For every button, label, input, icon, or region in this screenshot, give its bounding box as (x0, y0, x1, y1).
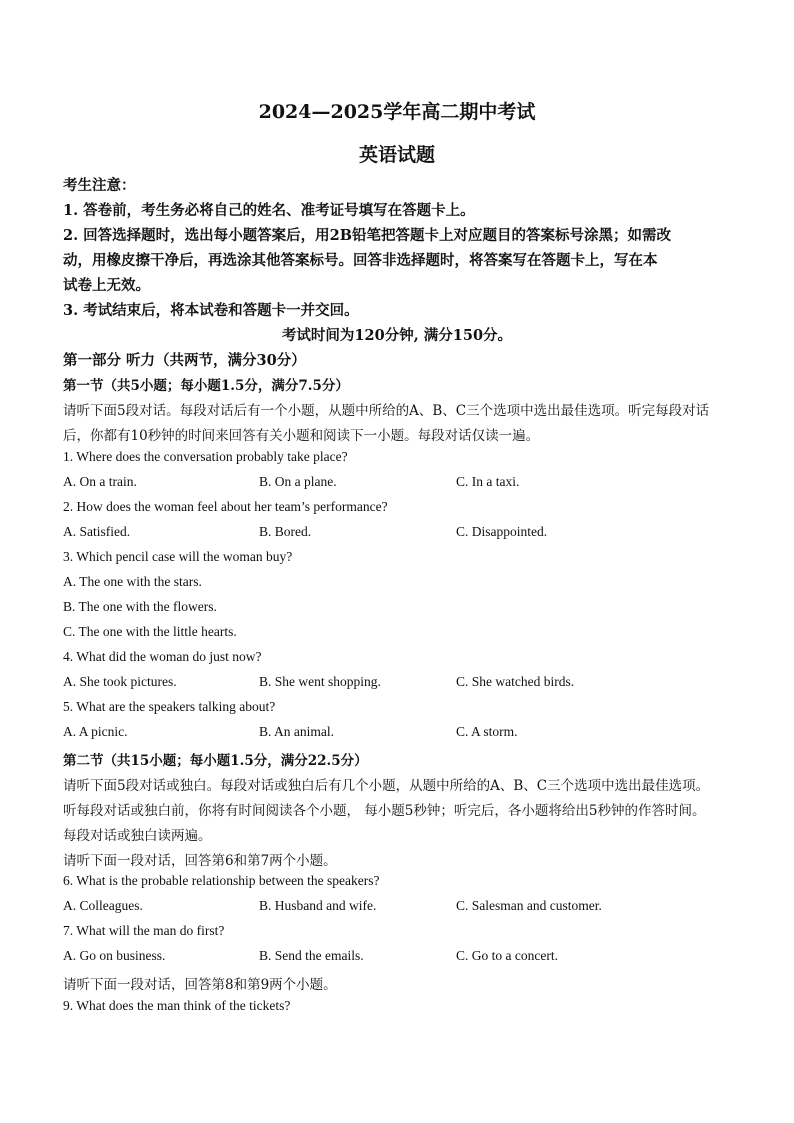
notice-item-2-line-3: 试卷上无效。 (63, 277, 150, 294)
question-5-option-b: B. An animal. (259, 724, 334, 739)
question-2-option-c: C. Disappointed. (456, 524, 548, 539)
question-5-option-a: A. A picnic. (63, 724, 128, 739)
question-1-option-b: B. On a plane. (259, 474, 337, 489)
section1-heading: 第一节（共5小题；每小题1.5分，满分7.5分） (63, 378, 349, 394)
section2-instructions-1: 请听下面5段对话或独白。每段对话或独白后有几个小题，从题中所给的A、B、C三个选项中选出最佳选项。 (63, 778, 710, 794)
question-6-stem: 6. What is the probable relationship between the speakers? (63, 873, 380, 888)
question-3-option-c: C. The one with the little hearts. (63, 624, 237, 639)
question-6-option-a: A. Colleagues. (63, 898, 143, 913)
exam-subtitle: 英语试题 (358, 144, 435, 166)
exam-time: 考试时间为120分钟, 满分150分。 (281, 327, 513, 344)
question-4-stem: 4. What did the woman do just now? (63, 649, 262, 664)
question-2-option-a: A. Satisfied. (63, 524, 131, 539)
question-1-option-a: A. On a train. (63, 474, 137, 489)
notice-heading: 考生注意： (63, 177, 136, 194)
question-9-stem: 9. What does the man think of the tickets? (63, 998, 291, 1013)
question-1-option-c: C. In a taxi. (456, 474, 520, 489)
question-3-option-a: A. The one with the stars. (63, 574, 202, 589)
notice-item-2-line-2: 动，用橡皮擦干净后，再选涂其他答案标号。回答非选择题时，将答案写在答题卡上，写在本 (63, 252, 658, 269)
question-7-stem: 7. What will the man do first? (63, 923, 225, 938)
question-7-option-a: A. Go on business. (63, 948, 166, 963)
question-1-stem: 1. Where does the conversation probably take place? (63, 449, 348, 464)
question-2-stem: 2. How does the woman feel about her team’s performance? (63, 499, 388, 514)
section1-instructions-2: 后，你都有10秒钟的时间来回答有关小题和阅读下一小题。每段对话仅读一遍。 (63, 428, 540, 444)
notice-item-2-line-1: 2. 回答选择题时，选出每小题答案后，用2B铅笔把答题卡上对应题目的答案标号涂黑；如需改 (63, 227, 672, 244)
section2-instructions-2: 听每段对话或独白前，你将有时间阅读各个小题， 每小题5秒钟；听完后，各小题将给出5秒钟的作答时间。 (63, 803, 706, 819)
section1-instructions-1: 请听下面5段对话。每段对话后有一个小题，从题中所给的A、B、C三个选项中选出最佳选项。听完每段对话 (63, 403, 710, 419)
question-5-option-c: C. A storm. (456, 724, 518, 739)
question-4-option-b: B. She went shopping. (259, 674, 381, 689)
question-5-stem: 5. What are the speakers talking about? (63, 699, 276, 714)
notice-item-3: 3. 考试结束后，将本试卷和答题卡一并交回。 (63, 302, 359, 319)
question-6-option-b: B. Husband and wife. (259, 898, 377, 913)
section2-instructions-3: 每段对话或独白读两遍。 (63, 828, 212, 844)
question-3-stem: 3. Which pencil case will the woman buy? (63, 549, 293, 564)
question-4-option-a: A. She took pictures. (63, 674, 177, 689)
notice-item-1: 1. 答卷前，考生务必将自己的姓名、准考证号填写在答题卡上。 (63, 202, 475, 219)
question-7-option-c: C. Go to a concert. (456, 948, 558, 963)
question-7-option-b: B. Send the emails. (259, 948, 364, 963)
exam-title: 2024—2025学年高二期中考试 (258, 101, 536, 123)
question-6-option-c: C. Salesman and customer. (456, 898, 602, 913)
question-4-option-c: C. She watched birds. (456, 674, 575, 689)
dialog-1-prompt: 请听下面一段对话，回答第6和第7两个小题。 (63, 853, 337, 869)
part1-heading: 第一部分 听力（共两节，满分30分） (63, 352, 306, 369)
section2-heading: 第二节（共15小题；每小题1.5分，满分22.5分） (63, 753, 368, 769)
question-3-option-b: B. The one with the flowers. (63, 599, 217, 614)
dialog-2-prompt: 请听下面一段对话，回答第8和第9两个小题。 (63, 977, 337, 993)
question-2-option-b: B. Bored. (259, 524, 312, 539)
